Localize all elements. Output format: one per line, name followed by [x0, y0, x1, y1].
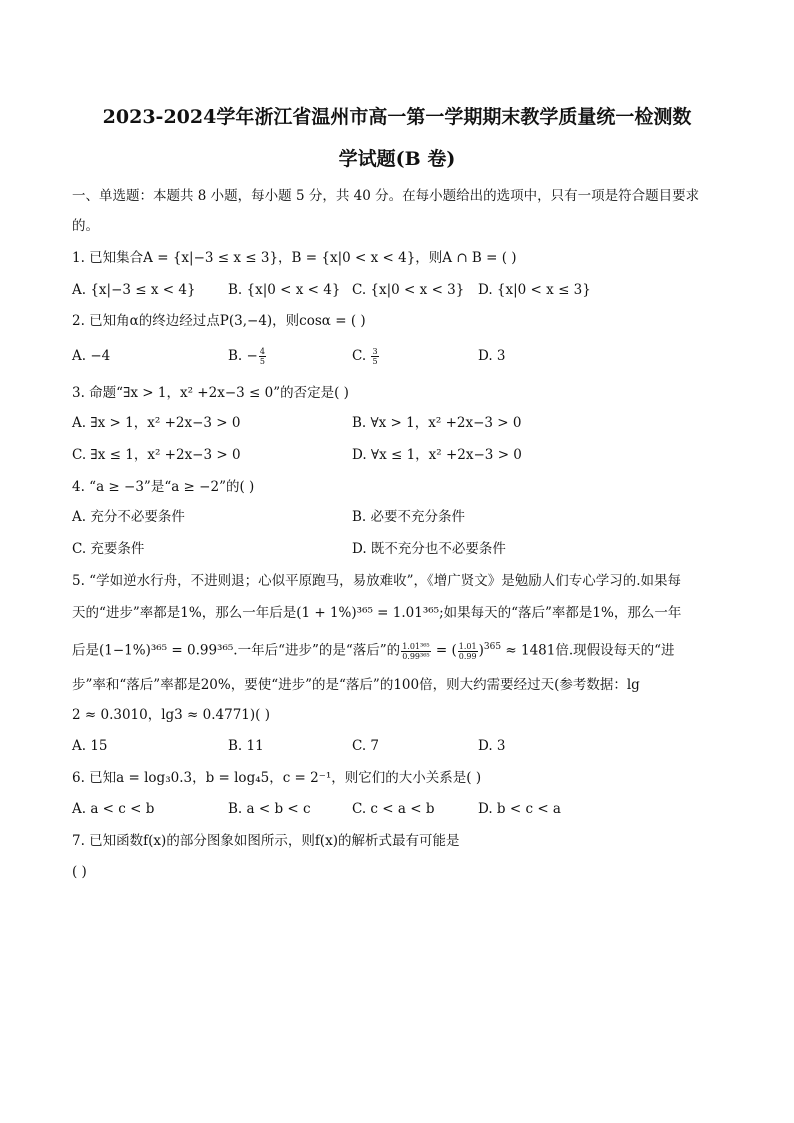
question-5-option-c: C. 7: [352, 738, 380, 754]
question-3-option-d: D. ∀x ≤ 1，x² +2x−3 > 0: [352, 447, 522, 463]
question-5-base-fraction: [458, 642, 478, 661]
question-2-option-c-label: C.: [352, 348, 371, 364]
question-4-option-a: A. 充分不必要条件: [72, 509, 185, 525]
question-3-option-c: C. ∃x ≤ 1，x² +2x−3 > 0: [72, 447, 241, 463]
question-6-stem: 6. 已知a = log₃0.3，b = log₄5，c = 2⁻¹，则它们的大小关系是( ): [72, 770, 482, 786]
question-2-option-c-fraction: [371, 347, 378, 366]
question-7-stem: 7. 已知函数f(x)的部分图象如图所示，则f(x)的解析式最有可能是: [72, 833, 460, 849]
question-4-option-c: C. 充要条件: [72, 541, 145, 557]
question-2-option-b-label: B. −: [228, 348, 258, 364]
exam-title-line1: 2023-2024学年浙江省温州市高一第一学期期末教学质量统一检测数: [102, 106, 692, 128]
fraction-denominator: 5: [259, 357, 265, 366]
question-1-option-d: D. {x|0 < x ≤ 3}: [478, 282, 591, 298]
question-6-option-c: C. c < a < b: [352, 801, 435, 817]
question-2-option-b: [228, 346, 267, 366]
question-5-stem-line3-tail: ≈ 1481倍.现假设每天的“进: [505, 642, 675, 659]
question-5-option-d: D. 3: [478, 738, 506, 754]
question-5-stem-line2: 天的“进步”率都是1%，那么一年后是(1 + 1%)³⁶⁵ = 1.01³⁶⁵;如果每天的“落后”率都是1%，那么一年: [72, 605, 682, 621]
question-4-option-d: D. 既不充分也不必要条件: [352, 541, 506, 557]
fraction-denominator: 0.99: [458, 651, 477, 661]
fraction-numerator: 1.01: [458, 641, 477, 651]
question-1-option-a: A. {x|−3 ≤ x < 4}: [72, 282, 196, 298]
question-6-option-a: A. a < c < b: [72, 801, 155, 817]
question-5-option-a: A. 15: [72, 738, 108, 754]
exam-title-line2: 学试题(B 卷): [338, 148, 456, 170]
question-6-option-d: D. b < c < a: [478, 801, 561, 817]
fraction-denominator: 5: [372, 357, 378, 366]
question-5-option-b: B. 11: [228, 738, 264, 754]
fraction-numerator: 4: [259, 347, 265, 356]
question-4-option-b: B. 必要不充分条件: [352, 509, 466, 525]
question-5-stem-line4: 步”率和“落后”率都是20%，要使“进步”的是“落后”的100倍，则大约需要经过天(参考数据：lg: [72, 677, 640, 693]
question-1-stem: 1. 已知集合A = {x|−3 ≤ x ≤ 3}，B = {x|0 < x < 4}，则A ∩ B = ( ): [72, 250, 517, 266]
question-5-stem-line1: 5. “学如逆水行舟，不进则退；心似平原跑马，易放难收”，《增广贤文》是勉励人们专心学习的.如果每: [72, 573, 682, 589]
question-5-ratio-fraction: [401, 642, 430, 661]
fraction-numerator: 3: [372, 347, 378, 356]
question-3-option-a: A. ∃x > 1，x² +2x−3 > 0: [72, 415, 241, 431]
question-3-stem: 3. 命题“∃x > 1，x² +2x−3 ≤ 0”的否定是( ): [72, 385, 349, 401]
question-2-option-b-fraction: [259, 347, 266, 366]
question-2-option-c: [352, 346, 380, 366]
question-4-stem: 4. “a ≥ −3”是“a ≥ −2”的( ): [72, 479, 255, 495]
question-7-answer-blank: ( ): [72, 864, 87, 880]
fraction-numerator: 1.01³⁶⁵: [402, 641, 430, 651]
fraction-denominator: 0.99³⁶⁵: [402, 651, 430, 661]
question-5-stem-line5: 2 ≈ 0.3010，lg3 ≈ 0.4771)( ): [72, 707, 270, 723]
question-5-stem-line3-text: 后是(1−1%)³⁶⁵ = 0.99³⁶⁵.一年后“进步”的是“落后”的: [72, 642, 401, 659]
question-6-option-b: B. a < b < c: [228, 801, 311, 817]
question-1-option-b: B. {x|0 < x < 4}: [228, 282, 341, 298]
question-2-stem: 2. 已知角α的终边经过点P(3,−4)，则cosα = ( ): [72, 313, 366, 329]
section-instructions-line1: 一、单选题：本题共 8 小题，每小题 5 分，共 40 分。在每小题给出的选项中，只有一项是符合题目要求: [72, 188, 700, 204]
question-2-option-d: D. 3: [478, 348, 506, 364]
question-3-option-b: B. ∀x > 1，x² +2x−3 > 0: [352, 415, 522, 431]
question-1-option-c: C. {x|0 < x < 3}: [352, 282, 465, 298]
question-5-stem-line3: 后是(1−1%)³⁶⁵ = 0.99³⁶⁵.一年后“进步”的是“落后”的 $\frac{\text{1.01³⁶⁵}}{\text{0.99³⁶⁵}}$ = ( $\frac{1.01}{0.99}$ )$^{365}$ ≈ 1481倍.现假设每天的“进: [72, 641, 675, 661]
section-instructions-line2: 的。: [72, 218, 99, 234]
question-2-option-a: A. −4: [72, 348, 111, 364]
